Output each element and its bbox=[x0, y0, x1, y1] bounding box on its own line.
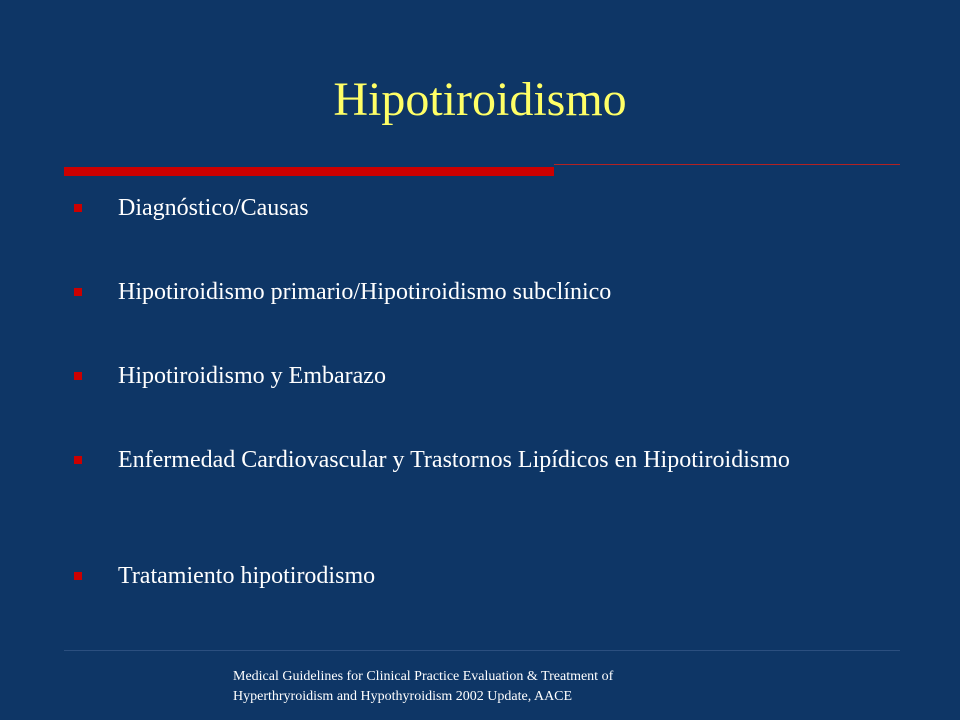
square-bullet-icon bbox=[74, 288, 82, 296]
square-bullet-icon bbox=[74, 204, 82, 212]
slide-title: Hipotiroidismo bbox=[333, 73, 627, 126]
bullet-text: Tratamiento hipotirodismo bbox=[118, 563, 376, 589]
bullet-text: Enfermedad Cardiovascular y Trastornos Lipídicos en Hipotiroidismo bbox=[118, 447, 790, 473]
footnote-line: Hyperthryroidism and Hypothyroidism 2002 Update, AACE bbox=[233, 689, 573, 704]
bullet-text: Hipotiroidismo y Embarazo bbox=[118, 363, 386, 389]
bullet-text: Diagnóstico/Causas bbox=[118, 195, 309, 221]
footnote bbox=[233, 667, 853, 707]
square-bullet-icon bbox=[74, 372, 82, 380]
title-accent-rule bbox=[64, 167, 554, 176]
title-thin-rule bbox=[554, 164, 900, 165]
footnote-line: Medical Guidelines for Clinical Practice Evaluation & Treatment of bbox=[233, 669, 614, 684]
square-bullet-icon bbox=[74, 572, 82, 580]
footer-rule bbox=[64, 650, 900, 651]
square-bullet-icon bbox=[74, 456, 82, 464]
bullet-text: Hipotiroidismo primario/Hipotiroidismo subclínico bbox=[118, 279, 612, 305]
